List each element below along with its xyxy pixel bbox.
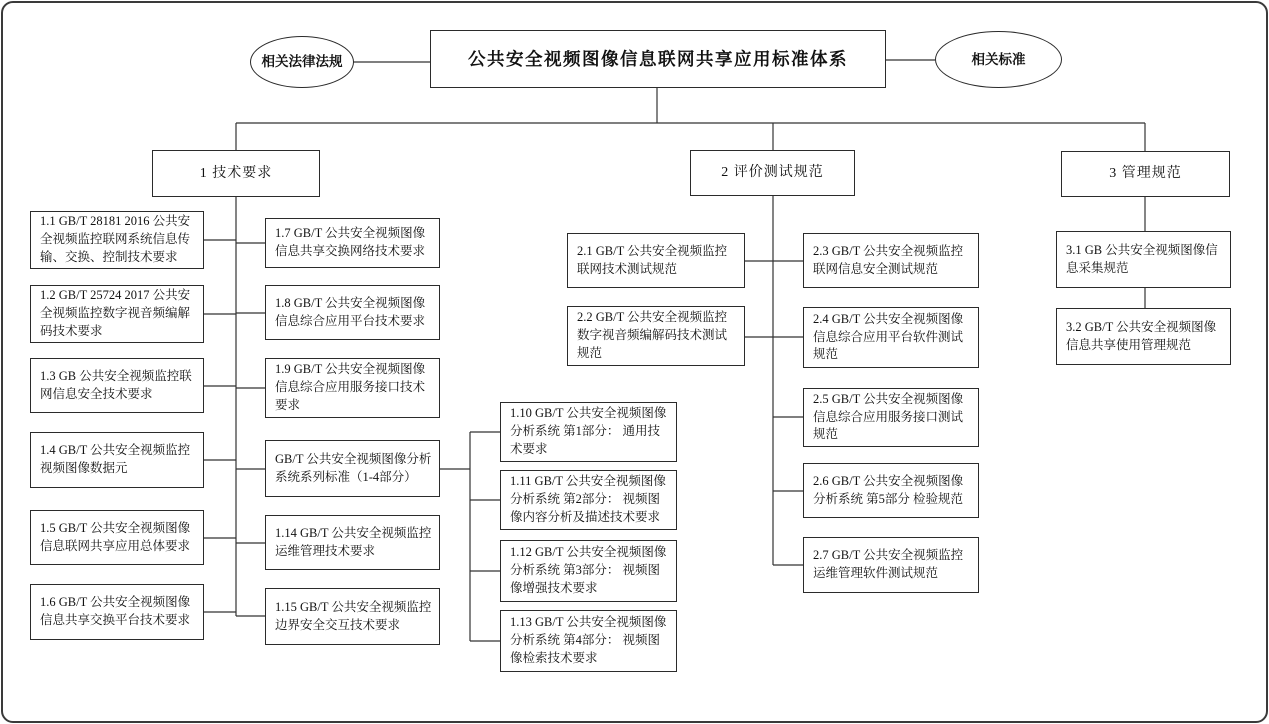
section-2-header: 2 评价测试规范	[690, 150, 855, 196]
node-2-5: 2.5 GB/T 公共安全视频图像信息综合应用服务接口测试规范	[803, 388, 979, 447]
node-1-14: 1.14 GB/T 公共安全视频监控运维管理技术要求	[265, 515, 440, 570]
node-1-7: 1.7 GB/T 公共安全视频图像信息共享交换网络技术要求	[265, 218, 440, 268]
node-1-6: 1.6 GB/T 公共安全视频图像信息共享交换平台技术要求	[30, 584, 204, 640]
node-2-7: 2.7 GB/T 公共安全视频监控运维管理软件测试规范	[803, 537, 979, 593]
node-1-3: 1.3 GB 公共安全视频监控联网信息安全技术要求	[30, 358, 204, 413]
node-1-1: 1.1 GB/T 28181 2016 公共安全视频监控联网系统信息传输、交换、控制技术要求	[30, 211, 204, 269]
node-1-13: 1.13 GB/T 公共安全视频图像分析系统 第4部分： 视频图像检索技术要求	[500, 610, 677, 672]
node-2-4: 2.4 GB/T 公共安全视频图像信息综合应用平台软件测试规范	[803, 307, 979, 368]
related-laws-ellipse: 相关法律法规	[250, 36, 354, 88]
node-1-15: 1.15 GB/T 公共安全视频监控边界安全交互技术要求	[265, 588, 440, 645]
node-1-11: 1.11 GB/T 公共安全视频图像分析系统 第2部分： 视频图像内容分析及描述技术要求	[500, 470, 677, 530]
node-1-9: 1.9 GB/T 公共安全视频图像信息综合应用服务接口技术要求	[265, 358, 440, 418]
node-2-1: 2.1 GB/T 公共安全视频监控联网技术测试规范	[567, 233, 745, 288]
section-1-header: 1 技术要求	[152, 150, 320, 197]
node-1-2: 1.2 GB/T 25724 2017 公共安全视频监控数字视音频编解码技术要求	[30, 285, 204, 343]
node-3-2: 3.2 GB/T 公共安全视频图像信息共享使用管理规范	[1056, 308, 1231, 365]
node-1-10: 1.10 GB/T 公共安全视频图像分析系统 第1部分： 通用技术要求	[500, 402, 677, 462]
node-2-3: 2.3 GB/T 公共安全视频监控联网信息安全测试规范	[803, 233, 979, 288]
diagram-title: 公共安全视频图像信息联网共享应用标准体系	[430, 30, 886, 88]
node-1-4: 1.4 GB/T 公共安全视频监控视频图像数据元	[30, 432, 204, 488]
related-standards-ellipse: 相关标准	[935, 31, 1062, 88]
node-series-standards: GB/T 公共安全视频图像分析系统系列标准（1-4部分）	[265, 440, 440, 497]
node-1-12: 1.12 GB/T 公共安全视频图像分析系统 第3部分： 视频图像增强技术要求	[500, 540, 677, 602]
node-3-1: 3.1 GB 公共安全视频图像信息采集规范	[1056, 231, 1231, 288]
node-1-5: 1.5 GB/T 公共安全视频图像信息联网共享应用总体要求	[30, 510, 204, 565]
node-2-2: 2.2 GB/T 公共安全视频监控数字视音频编解码技术测试规范	[567, 306, 745, 366]
node-1-8: 1.8 GB/T 公共安全视频图像信息综合应用平台技术要求	[265, 285, 440, 340]
node-2-6: 2.6 GB/T 公共安全视频图像分析系统 第5部分 检验规范	[803, 463, 979, 518]
section-3-header: 3 管理规范	[1061, 151, 1230, 197]
